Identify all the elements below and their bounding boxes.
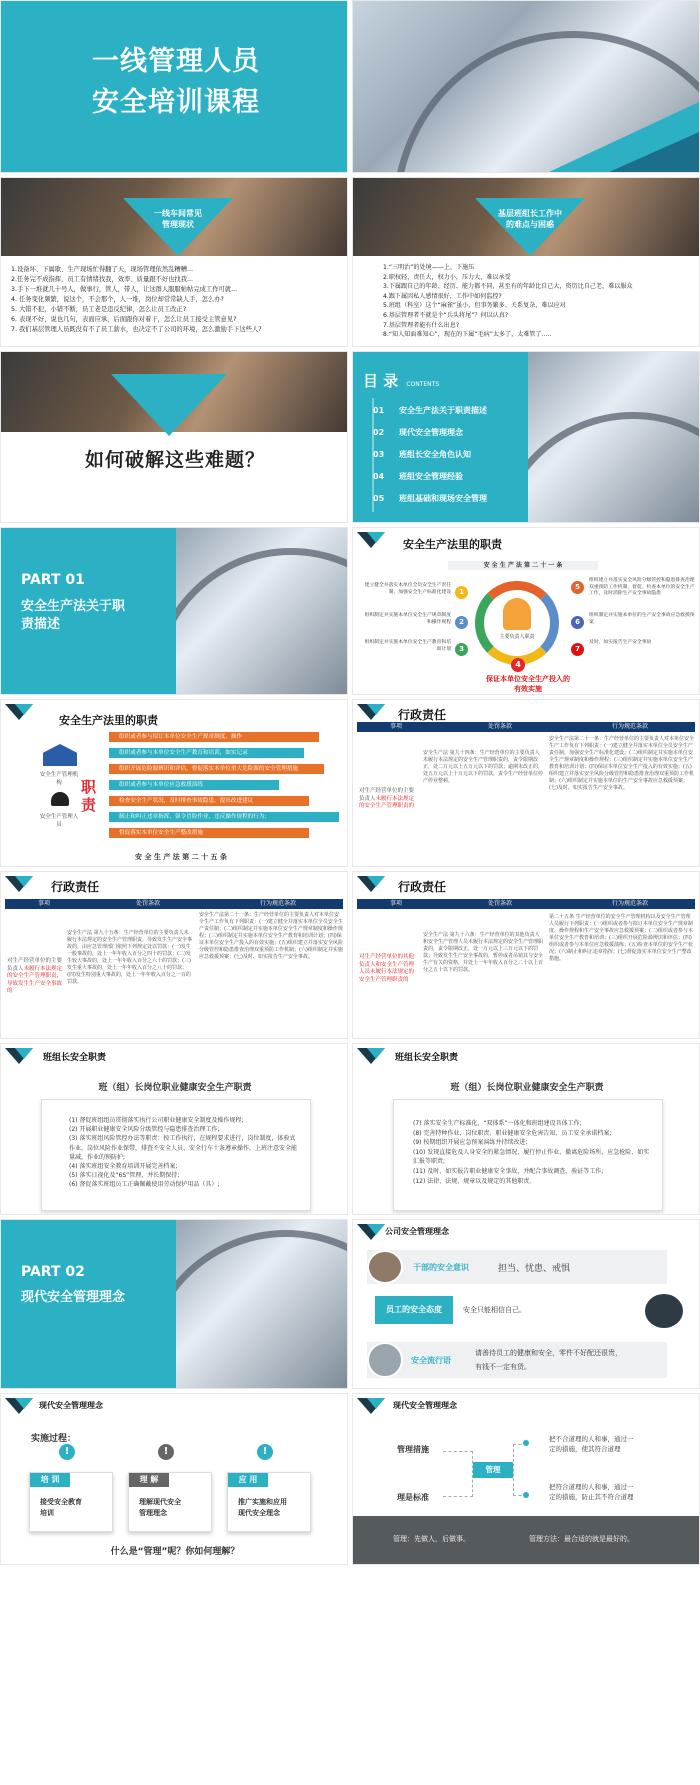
slide-title: 安全生产法里的职责	[403, 538, 502, 551]
col-penalty: 处罚条款	[487, 723, 512, 730]
banner-text	[123, 208, 233, 230]
part-subtitle: 现代安全管理理念	[21, 1290, 126, 1305]
step-text: 培训	[40, 1509, 54, 1517]
toc-label: 班组基础和现场安全管理	[399, 493, 487, 503]
step-icon: !	[158, 1444, 174, 1460]
step-text: 理解现代安全	[139, 1498, 181, 1506]
table-header	[357, 722, 695, 732]
step-icon: !	[59, 1444, 75, 1460]
step-card	[128, 1472, 212, 1532]
duty-bar: 制止和纠正违章指挥、强令冒险作业、违反操作规程的行为;	[109, 812, 339, 822]
dot-2	[523, 1492, 529, 1498]
row2-value: 安全只能相信自己。	[463, 1306, 526, 1314]
duty-num-6: 6	[571, 616, 584, 629]
slide-contents	[352, 351, 700, 523]
article-label: 安 全 生 产 法 第 二 十 一 条	[448, 561, 598, 570]
slide-leader-duties-2	[352, 1043, 700, 1215]
toc-number: 04	[373, 471, 385, 481]
difficulty-item: 2.职权轻，责任大，权力小，压力大，难以承受	[383, 273, 511, 281]
duty-line: (4) 落实班组安全教育培训开展完善档案;	[69, 1163, 178, 1171]
staff-label: 安全生产管理人员	[39, 814, 79, 828]
building-icon	[43, 744, 77, 766]
connector-left	[443, 1451, 473, 1497]
slide-title: 公司安全管理理念	[385, 1227, 449, 1236]
question-text: 什么是“管理”呢？你如何理解？	[110, 1547, 240, 1557]
slide-question	[0, 351, 348, 523]
toc-number: 01	[373, 405, 385, 415]
toc-number: 03	[373, 449, 385, 459]
header-mark-accent	[367, 1048, 385, 1059]
slide-modern-management	[352, 1393, 700, 1565]
row3-label: 安全流行语	[411, 1356, 451, 1365]
right-text2b: 定的措施，防止其不符合道理	[549, 1493, 634, 1501]
col-matter: 事项	[389, 900, 402, 907]
difficulty-item: 1.“三明治”的处境——上、下施压	[383, 264, 475, 271]
col-matter: 事项	[37, 900, 50, 907]
duty-bar: 组织或者参与本单位应急救援演练	[109, 780, 279, 790]
duty-left-text: 建立健全并落实本单位全员安全生产责任制，加强安全生产标准化建设	[364, 583, 451, 595]
step-tag: 应 用	[228, 1473, 268, 1487]
duty-bar: 组织或者参与本单位安全生产教育和培训，如实记录	[109, 748, 304, 758]
matter-cell	[359, 788, 419, 811]
dot-1	[523, 1440, 529, 1446]
cover-title	[1, 39, 348, 119]
row2-label: 员工的安全态度	[386, 1305, 442, 1314]
duty-big-label: 职责	[81, 778, 97, 814]
duty-line: (7) 落实安全生产标准化、“双体系”一体化和班组建设具体工作;	[413, 1120, 582, 1127]
slide-title: 班组长安全职责	[395, 1053, 459, 1063]
contents-heading-en: CONTENTS	[406, 381, 440, 388]
header-mark-accent	[15, 876, 33, 887]
slide-admin-1	[352, 699, 700, 867]
duty-right-text: 组织建立并落实安全风险分级管控和隐患排查治理双重预防工作机制，督促、检查本单位的安全生产工作，及时消除生产安全事故隐患	[589, 578, 695, 596]
slide-title: 现代安全管理理念	[39, 1401, 103, 1410]
difficulty-list	[383, 263, 695, 340]
bottom-line1: 保证本单位安全生产投入的	[486, 675, 570, 683]
agency-label: 安全生产管理机构	[39, 772, 79, 786]
duties-list	[413, 1119, 653, 1186]
slide-subtitle: 班（组）长岗位职业健康安全生产职责	[98, 1083, 252, 1093]
col-matter: 事项	[389, 723, 402, 730]
worker-icon	[503, 598, 531, 630]
duty-num-3: 3	[455, 643, 468, 656]
header-mark-accent	[15, 1398, 33, 1409]
process-label: 实施过程：	[31, 1434, 77, 1444]
step-text: 接受安全教育	[40, 1498, 82, 1506]
slide-admin-2	[0, 871, 348, 1039]
slide-modern-process	[0, 1393, 348, 1565]
contents-title	[363, 370, 439, 391]
duty-line: (2) 开展职业健康安全风险分级管控与隐患排查治理工作;	[69, 1126, 220, 1134]
table-header	[5, 899, 343, 909]
col-penalty: 处罚条款	[135, 900, 160, 907]
banner-line2: 管理现状	[162, 220, 194, 229]
toc-number: 02	[373, 427, 385, 437]
duty-num-1: 1	[455, 586, 468, 599]
toc-item[interactable]	[373, 465, 523, 487]
row3-photo	[367, 1342, 403, 1378]
slide-workshop-status	[0, 177, 348, 347]
duty-line: (1) 督促班组组员贯彻落实执行公司职业健康安全制度及操作规程;	[69, 1117, 244, 1124]
difficulty-item: 4.跟下属因私人感情很好，工作中如何监控?	[383, 292, 502, 300]
slide-title: 行政责任	[398, 708, 447, 722]
slide-subtitle: 班（组）长岗位职业健康安全生产职责	[450, 1083, 604, 1093]
status-item: 4. 任务变化频繁，说这个，不会那个，人一堆，岗位却常常缺人手，怎么办?	[11, 296, 224, 303]
duty-line: (10) 发现直接危及人身安全的紧急情况，履行停止作业、撤离危险场所、应急抢险、如实汇报等职责;	[413, 1148, 650, 1166]
duty-left-text: 组织制定并实施本单位安全生产规章制度和操作规程	[364, 613, 451, 625]
duties-list	[69, 1116, 301, 1190]
norm-cell: 安全生产法第二十一条：生产经营单位的主要负责人对本单位安全生产工作负有下列职责：(一)建立健全并落实本单位全员安全生产责任制；(二)组织制定并实施本单位安全生产规章制度和操作规程；(三)组织制定并实施本单位安全生产教育和培训计划；(四)保证本单位安全生产投入的有效实施；(五)组织建立并落实安全风险分级管控和隐患排查治理双重预防工作机制；(六)组织制定并实施应急救援预案；(七)及时、如实报告生产安全事故。	[199, 912, 343, 960]
cover-title-line2: 安全培训课程	[92, 87, 260, 118]
matter-text: 对生产经营单位的主要负责人	[7, 958, 63, 972]
status-item: 6. 表现不好，说也几句，表面应承，后面跟你对着干，怎么让员工接受主管意见?	[11, 316, 237, 323]
duty-left-text: 组织制定并实施本单位安全生产教育和培训计划	[364, 640, 451, 652]
duty-right-text: 及时、如实报告生产安全事故	[589, 640, 652, 645]
matter-text: 对生产经营单位的主要负责人	[359, 788, 415, 802]
difficulty-item: 7.基层管理者能有什么出息?	[383, 321, 460, 329]
duty-num-5: 5	[571, 581, 584, 594]
banner-line1: 一线车间常见	[154, 209, 202, 218]
toc-item[interactable]	[373, 399, 523, 421]
slide-part01	[0, 527, 348, 695]
toc-label: 班组安全管理经验	[399, 471, 463, 481]
penalty-cell: 安全生产法 第九十五条：生产经营单位的主要负责人未履行本法规定的安全生产管理职责，导致发生生产安全事故的，由应急管理部门依照下列规定处以罚款：(一)发生一般事故的，处上一年年收入百分之四十的罚款；(二)发生较大事故的，处上一年年收入百分之六十的罚款；(三)发生重大事故的，处上一年年收入百分之八十的罚款；(四)发生特别重大事故的，处上一年年收入百分之一百的罚款。	[67, 930, 193, 985]
toc-item[interactable]	[373, 443, 523, 465]
penalty-cell: 安全生产法 第九十四条：生产经营单位的主要负责人未履行本法规定的安全生产管理职责的，责令限期改正，处二万元以上五万元以下的罚款；逾期未改正的，处五万元以上十万元以下的罚款，责令生产经营单位停产停业整顿。	[423, 750, 544, 784]
toc-label: 安全生产法关于职责描述	[399, 405, 487, 415]
center-label: 主要负责人职责	[499, 634, 535, 640]
row1-label: 干部的安全意识	[413, 1263, 469, 1272]
right-text1b: 定的措施，使其符合道理	[549, 1445, 621, 1453]
header-mark-accent	[15, 1048, 33, 1059]
difficulty-item: 6.基层管理者不就是个“兵头将尾”？何以认真?	[383, 311, 509, 319]
step-text: 现代安全理念	[238, 1509, 280, 1517]
toc-number: 05	[373, 493, 385, 503]
bottom-text1: 管理：先做人，后做事。	[393, 1535, 470, 1543]
center-box: 管理	[473, 1462, 513, 1478]
right-text2a: 把符合道理的人和事，通过一	[549, 1483, 634, 1491]
duty-num-7: 7	[571, 643, 584, 656]
slide-difficulties	[352, 177, 700, 347]
duty-line: (9) 按期组织开展应急预案演练并持续改进;	[413, 1139, 528, 1147]
step-icon: !	[257, 1444, 273, 1460]
difficulty-item: 8.“知人知面难知心”，现在的下属“毛病”太多了，太难管了.....	[383, 331, 552, 339]
part-label: PART 01	[21, 572, 85, 588]
status-item: 3.手下一堆就几十号人，做事行，管人，带人，让这群人服服帖帖完成工作可就...	[11, 286, 238, 293]
connector-right	[513, 1444, 527, 1496]
status-item: 7. 我们基层管理人员既没有不了员工薪水，也决定不了公司的环境，怎么激励手下这些人?	[11, 326, 262, 333]
left-label2: 理是标准	[397, 1493, 429, 1502]
header-mark-accent	[367, 876, 385, 887]
right-text1a: 把不合道理的人和事，通过一	[549, 1435, 634, 1443]
row3-value-line2: 有钱不一定有货。	[475, 1363, 531, 1371]
banner-triangle	[111, 374, 227, 436]
status-item: 5. 大错不犯，小错不断，员工老是违反纪律，怎么让员工改正?	[11, 306, 187, 313]
row1-photo	[367, 1250, 403, 1284]
row3-value-line1: 请善待员工的健康和安全，零件不好配还很贵，	[475, 1349, 622, 1357]
matter-highlight: 未履行本法规定的安全生产管理职责的	[359, 795, 415, 809]
slide-cover	[0, 0, 348, 173]
duty-line: (11) 及时、如实报告职业健康安全事故，并配合事故调查、验证等工作;	[413, 1167, 604, 1175]
matter-cell: 对生产经营单位的其他负责人和安全生产管理人员未履行本法规定的安全生产管理职责的	[359, 954, 415, 983]
question-text: 如何破解这些难题？	[84, 449, 265, 471]
slide-title: 安全生产法里的职责	[59, 714, 158, 727]
status-item: 2.任务完不成指挥，员工有情绪找我，效率、质量跟不好也找我...	[11, 276, 194, 283]
duty-line: (3) 落实班组风险管控办法等职责：按工作执行，在规程要求进行，岗位制度，体验式作业，岗位风险作业保带，排查不安全人员、安全行车十条遵章操作，上班注意安全能量减，作业的预防护;	[69, 1135, 298, 1161]
duty-bar: 检查安全生产状况，及时排查事故隐患，提出改进建议	[109, 796, 309, 806]
cover-title-line1: 一线管理人员	[92, 46, 260, 77]
duty-line: (8) 完善特种作业、岗位职责、职业健康安全危害告知、员工安全承诺档案;	[413, 1129, 612, 1137]
header-mark-accent	[367, 1224, 385, 1235]
slide-duties-25	[0, 699, 348, 867]
slide-leader-duties-1	[0, 1043, 348, 1215]
left-label1: 管理措施	[397, 1445, 429, 1454]
col-norm: 行为规范条款	[611, 723, 648, 730]
banner-text	[471, 208, 589, 230]
banner-line2: 的难点与困惑	[506, 220, 554, 229]
slide-part02	[0, 1219, 348, 1389]
col-norm: 行为规范条款	[259, 900, 296, 907]
contents-heading: 目 录	[363, 372, 399, 390]
col-penalty: 处罚条款	[487, 900, 512, 907]
toc-item[interactable]	[373, 487, 523, 509]
duty-bar: 组织开展危险源辨识和评估，督促落实本单位重大危险源的安全管理措施	[109, 764, 324, 774]
row2-photo	[643, 1292, 685, 1330]
difficulty-item: 3.下属跟自己的年龄、经历、能力都不同，甚至有的年龄比自己大，资历比自己老，难以服众	[383, 283, 633, 291]
step-tag: 理 解	[129, 1473, 169, 1487]
step-tag: 培 训	[30, 1473, 70, 1487]
part-subtitle-line2: 责描述	[21, 617, 61, 632]
col-norm: 行为规范条款	[611, 900, 648, 907]
worker-icon	[51, 792, 69, 806]
duty-bar: 督促落实本单位安全生产整改措施	[109, 828, 309, 838]
norm-cell: 安全生产法第二十一条：生产经营单位的主要负责人对本单位安全生产工作负有下列职责：(一)建立健全并落实本单位全员安全生产责任制，加强安全生产标准化建设；(二)组织制定并实施本单位安全生产规章制度和操作规程；(三)组织制定并实施本单位安全生产教育和培训计划；(四)保证本单位安全生产投入的有效实施；(五)组织建立并落实安全风险分级管控和隐患排查治理双重预防工作机制；(六)组织制定并实施本单位的生产安全事故应急救援预案；(七)及时、如实报告生产安全事故。	[549, 736, 695, 791]
header-mark-accent	[367, 1398, 385, 1409]
header-mark-accent	[367, 532, 385, 543]
status-list	[11, 265, 343, 335]
dark-corner-shape	[609, 132, 699, 172]
step-text: 管理理念	[139, 1509, 167, 1517]
banner-line1: 基层班组长工作中	[498, 209, 562, 218]
slide-cover-photo	[352, 0, 700, 173]
bottom-text2: 管理方法：最合适的就是最好的。	[529, 1535, 634, 1543]
duty-line: (6) 督促落实班组员工正确佩戴使用劳动保护用品（具）;	[69, 1181, 220, 1189]
header-mark-accent	[367, 704, 385, 715]
status-item: 1.设备坏、下属歇、生产现场忙得翻了天，现场管理依然乱糟糟...	[11, 266, 194, 273]
header-mark-accent	[15, 704, 33, 715]
part-label: PART 02	[21, 1264, 85, 1280]
toc-label: 现代安全管理理念	[399, 427, 463, 437]
difficulty-item: 5.班组（科室）这个“麻雀”虽小，但事务繁多、关系复杂，难以应对	[383, 302, 566, 310]
slide-title: 班组长安全职责	[43, 1053, 107, 1063]
duty-right-text: 组织制定并实施本单位的生产安全事故应急救援预案	[589, 613, 695, 625]
toc-label: 班组长安全角色认知	[399, 449, 471, 459]
duty-line: (5) 落实日视化及“6S”管理，并长期保持;	[69, 1172, 180, 1180]
part-subtitle-line1: 安全生产法关于职	[21, 599, 126, 614]
penalty-cell: 安全生产法 第九十六条：生产经营单位的其他负责人和安全生产管理人员未履行本法规定的安全生产管理职责的，责令限期改正，处一万元以上三万元以下的罚款；导致发生生产安全事故的，暂停或者吊销其与安全生产有关的资格，并处上一年年收入百分之二十以上百分之五十以下的罚款。	[423, 932, 544, 973]
step-text: 推广实施和应用	[238, 1498, 287, 1506]
duty-bar: 组织或者参与拟订本单位安全生产规章制度、操作	[109, 732, 319, 742]
norm-cell: 第二十五条 生产经营单位的安全生产管理机构以及安全生产管理人员履行下列职责：(一)组织或者参与拟订本单位安全生产规章制度、操作规程和生产安全事故应急救援预案；(二)组织或者参与本单位安全生产教育和培训；(三)组织开展危险源辨识和评估；(四)组织或者参与本单位应急救援演练；(五)检查本单位的安全生产状况；(六)制止和纠正违章指挥；(七)督促落实本单位安全生产整改措施。	[549, 914, 693, 962]
row1-value: 担当、忧患、戒惧	[498, 1264, 571, 1274]
step-card	[227, 1472, 311, 1532]
slide-title: 行政责任	[398, 880, 447, 894]
bottom-line2: 有效实施	[514, 685, 542, 693]
slide-title: 行政责任	[51, 880, 100, 894]
duty-line: (12) 法律、法规、规章以及规定的其他职责。	[413, 1177, 536, 1185]
contents-list	[373, 399, 523, 509]
slide-company-philosophy	[352, 1219, 700, 1389]
step-card	[29, 1472, 113, 1532]
slide-title: 现代安全管理理念	[393, 1401, 457, 1410]
toc-item[interactable]	[373, 421, 523, 443]
slide-admin-3	[352, 871, 700, 1039]
matter-highlight: 未履行本法规定的安全生产管理职责，导致发生生产安全事故的	[7, 965, 63, 994]
slide-duties-21	[352, 527, 700, 695]
article-label: 安 全 生 产 法 第 二 十 五 条	[135, 853, 227, 861]
matter-cell	[7, 958, 65, 996]
duty-num-4: 4	[511, 658, 525, 672]
table-header	[357, 899, 695, 909]
duty-num-2: 2	[455, 616, 468, 629]
